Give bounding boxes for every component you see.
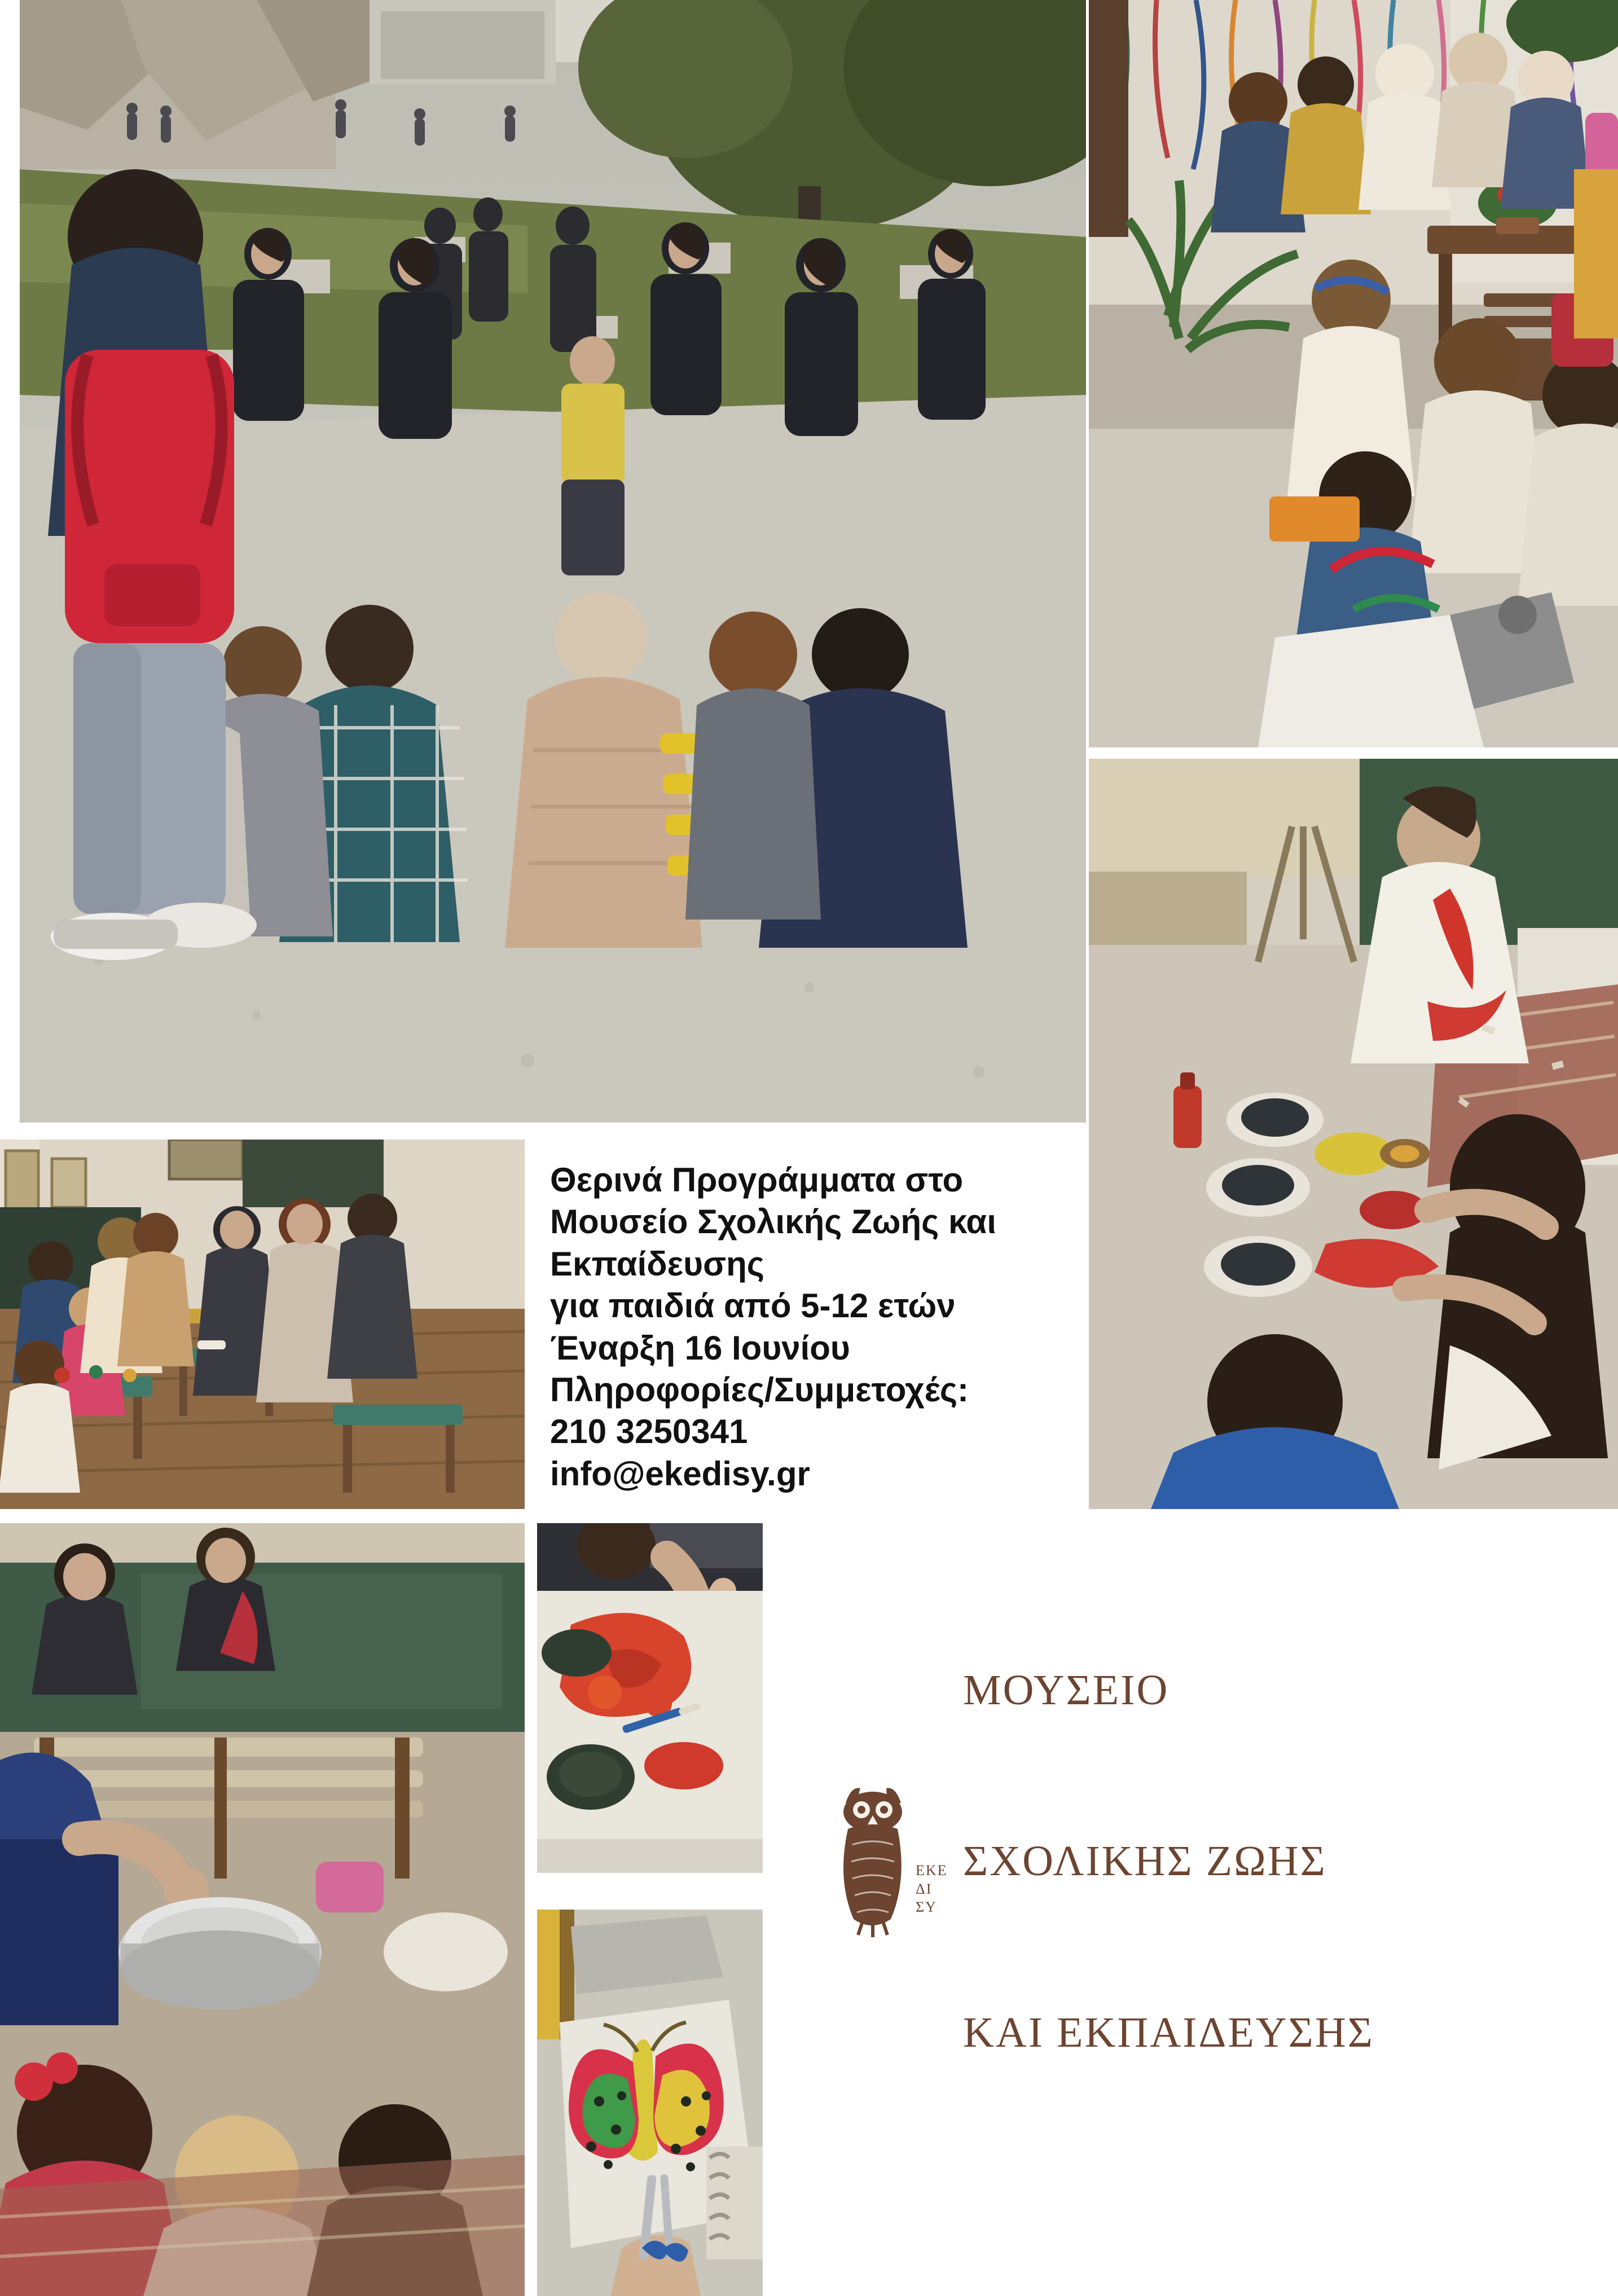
logo-title-line-3: ΚΑΙ ΕΚΠΑΙΔΕΥΣΗΣ <box>963 2008 1374 2056</box>
museum-logo <box>821 1666 1571 2056</box>
logo-initial-2: ΔΙ <box>916 1880 933 1897</box>
logo-initials <box>916 1862 948 1917</box>
photo-painting-floor <box>1089 759 1618 1509</box>
logo-title-line-1: ΜΟΥΣΕΙΟ <box>963 1666 1169 1714</box>
info-phone: 210 3250341 <box>550 1413 748 1451</box>
photo-archaeological-site <box>20 0 1086 1123</box>
owl-icon <box>821 1777 948 1946</box>
info-line-3: Εκπαίδευσης <box>550 1244 764 1283</box>
logo-title-line-2: ΣΧΟΛΙΚΗΣ ΖΩΗΣ <box>963 1837 1327 1885</box>
logo-initial-3: ΣΥ <box>916 1899 937 1915</box>
info-email: info@ekedisy.gr <box>550 1454 810 1493</box>
info-line-6: Πληροφορίες/Συμμετοχές: <box>550 1370 969 1409</box>
info-line-1: Θερινά Προγράμματα στο <box>550 1161 964 1199</box>
logo-title <box>963 1548 1374 2175</box>
info-line-2: Μουσείο Σχολικής Ζωής και <box>550 1203 996 1241</box>
photo-classroom-workshop <box>1089 0 1618 747</box>
photo-bench-group <box>0 1523 525 2296</box>
photo-butterfly-craft <box>537 1910 763 2296</box>
photo-craft-tables <box>0 1140 525 1509</box>
info-line-5: Έναρξη 16 Ιουνίου <box>550 1329 850 1367</box>
info-line-4: για παιδιά από 5-12 ετών <box>550 1287 956 1325</box>
logo-initial-1: ΕΚΕ <box>916 1862 948 1879</box>
photo-clay-painting <box>537 1523 763 1873</box>
program-info-text <box>550 1159 1069 1495</box>
